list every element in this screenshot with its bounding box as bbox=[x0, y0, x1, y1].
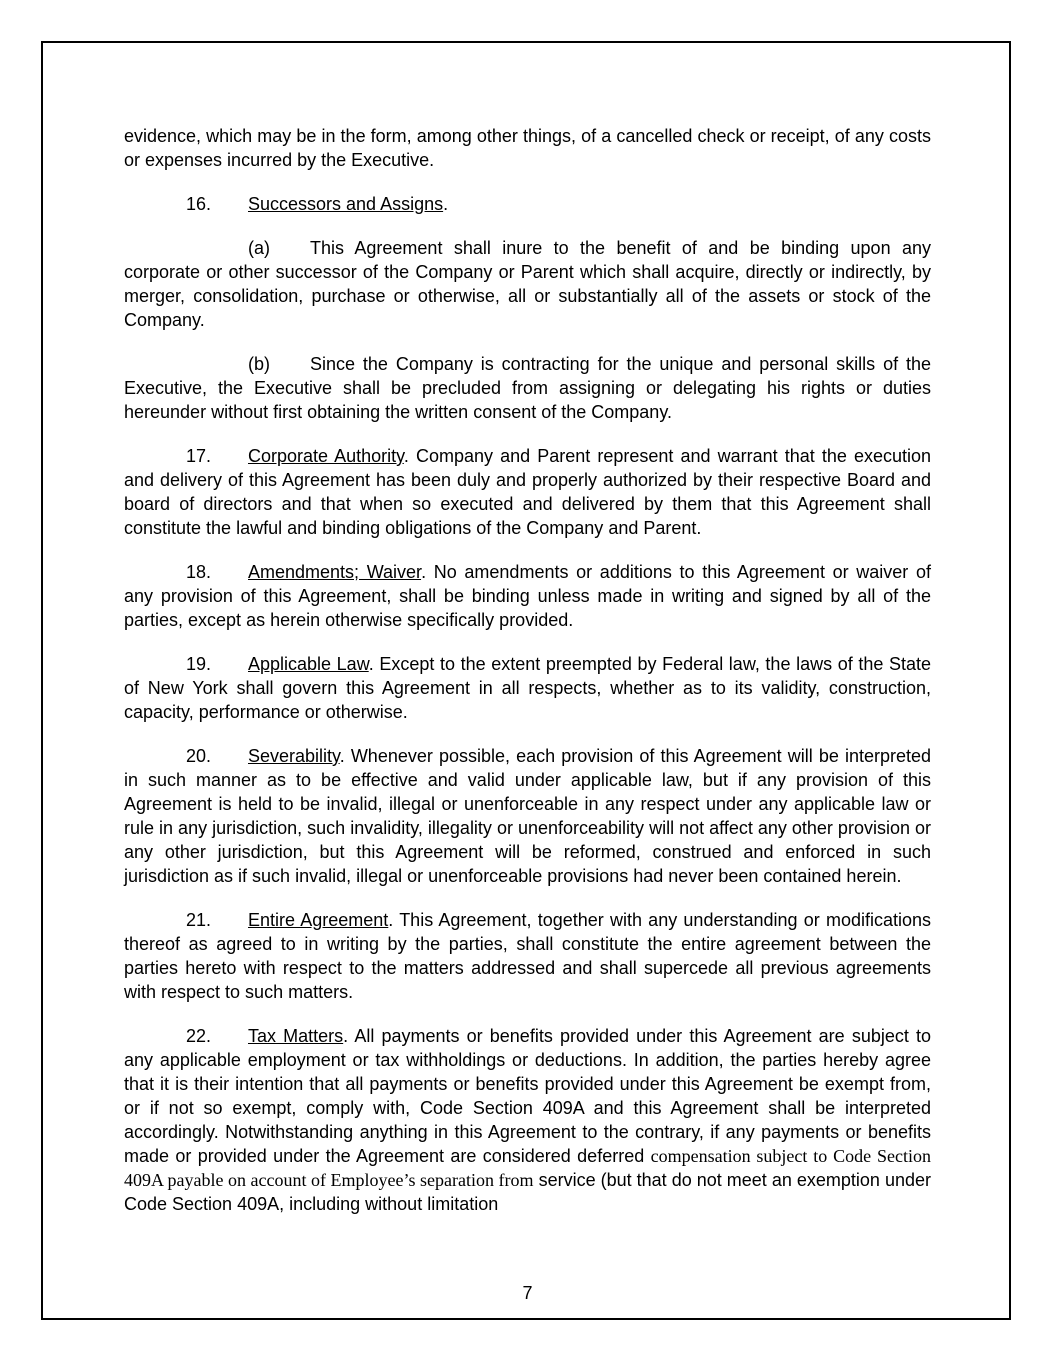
section-text: . All payments or benefits provided under this Agreement are subject to any applicable employment or tax withholdings or deductions. In addition, the parties hereby agree that it is their intention that all payments or benefits provided under this Agreement be exempt from, or if not so exempt, comply with, Code Section 409A and this Agreement shall be interpreted accordingly. Notwithstanding anything in this Agreement to the contrary, if any payments or benefits made or provided under the Agreement are considered deferred bbox=[124, 1026, 931, 1166]
subsection-label: (b) bbox=[248, 354, 270, 374]
section-heading: Entire Agreement bbox=[248, 910, 389, 930]
section-text: . Except to the extent preempted by Federal law, the laws of the State of New York shall govern this Agreement in all respects, whether as to its validity, construction, capacity, performance or otherwise. bbox=[124, 654, 931, 722]
section-number: 18. bbox=[186, 562, 212, 582]
section-number: 21. bbox=[186, 910, 212, 930]
section-16-heading bbox=[124, 192, 931, 216]
section-heading: Applicable Law bbox=[248, 654, 369, 674]
heading-suffix: . bbox=[443, 194, 449, 214]
section-text: . Company and Parent represent and warrant that the execution and delivery of this Agreement has been duly and properly authorized by their respective Board and board of directors and that when so executed and delivered by them that this Agreement shall constitute the lawful and binding obligations of the Company and Parent. bbox=[124, 446, 931, 538]
section-16b-paragraph bbox=[124, 352, 931, 424]
section-17-paragraph bbox=[124, 444, 931, 540]
intro-text: evidence, which may be in the form, among other things, of a cancelled check or receipt, of any costs or expenses incurred by the Executive. bbox=[124, 126, 931, 170]
section-16a-paragraph bbox=[124, 236, 931, 332]
section-text: . Whenever possible, each provision of this Agreement will be interpreted in such manner as to be effective and valid under applicable law, but if any provision of this Agreement is held to be invalid, illegal or unenforceable in any respect under any applicable law or rule in any jurisdiction, such invalidity, illegality or unenforceability will not affect any other provision or any other jurisdiction, but this Agreement will be reformed, construed and enforced in such jurisdiction as if such invalid, illegal or unenforceable provisions had never been contained herein. bbox=[124, 746, 931, 886]
subsection-text: Since the Company is contracting for the unique and personal skills of the Executive, the Executive shall be precluded from assigning or delegating his rights or duties hereunder without first obtaining the written consent of the Company. bbox=[124, 354, 931, 422]
section-heading: Corporate Authority bbox=[248, 446, 404, 466]
section-text-serif-line: compensation subject to Code Section 409A payable on account of Employee’s separation from bbox=[124, 1146, 931, 1190]
subsection-label: (a) bbox=[248, 238, 270, 258]
section-heading: Successors and Assigns bbox=[248, 194, 444, 214]
section-text: . No amendments or additions to this Agreement or waiver of any provision of this Agreement, shall be binding unless made in writing and signed by all of the parties, except as herein otherwise specifically provided. bbox=[124, 562, 931, 630]
section-20-paragraph bbox=[124, 744, 931, 888]
section-number: 16. bbox=[186, 194, 212, 214]
section-heading: Tax Matters bbox=[248, 1026, 344, 1046]
section-number: 17. bbox=[186, 446, 212, 466]
section-heading: Amendments; Waiver bbox=[248, 562, 422, 582]
page-number: 7 bbox=[522, 1283, 533, 1303]
subsection-text: This Agreement shall inure to the benefit of and be binding upon any corporate or other successor of the Company or Parent which shall acquire, directly or indirectly, by merger, consolidation, purchase or otherwise, all or substantially all of the assets or stock of the Company. bbox=[124, 238, 931, 330]
section-22-paragraph bbox=[124, 1024, 931, 1216]
section-text: . This Agreement, together with any understanding or modifications thereof as agreed to in writing by the parties, shall constitute the entire agreement between the parties hereto with respect to the matters addressed and shall supercede all previous agreements with respect to such matters. bbox=[124, 910, 932, 1002]
document-body bbox=[124, 124, 931, 1216]
section-heading: Severability bbox=[248, 746, 340, 766]
section-19-paragraph bbox=[124, 652, 931, 724]
section-number: 22. bbox=[186, 1026, 212, 1046]
section-21-paragraph bbox=[124, 908, 931, 1004]
section-number: 19. bbox=[186, 654, 212, 674]
intro-paragraph bbox=[124, 124, 931, 172]
section-number: 20. bbox=[186, 746, 212, 766]
section-18-paragraph bbox=[124, 560, 931, 632]
section-text-end: service (but that do not meet an exemption under Code Section 409A, including without limitation bbox=[124, 1170, 931, 1214]
